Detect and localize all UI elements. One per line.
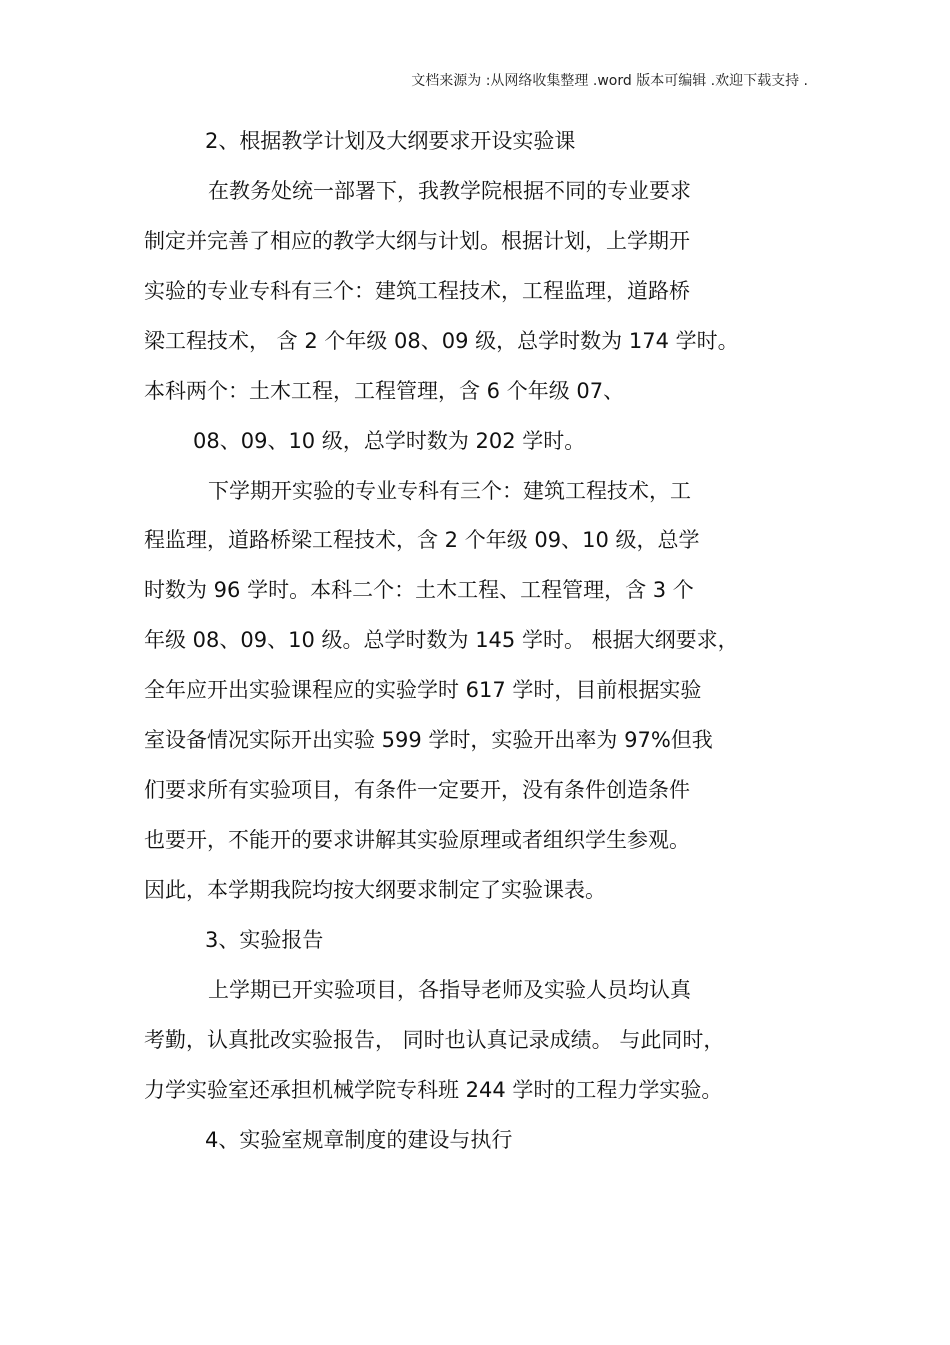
paragraph-line: 因此，本学期我院均按大纲要求制定了实验课表。 <box>144 878 606 902</box>
paragraph-line: 全年应开出实验课程应的实验学时 617 学时，目前根据实验 <box>144 678 702 702</box>
paragraph-line: 梁工程技术， 含 2 个年级 08、09 级，总学时数为 174 学时。 <box>144 329 739 353</box>
section-heading-2: 2、根据教学计划及大纲要求开设实验课 <box>205 129 576 153</box>
paragraph-line: 室设备情况实际开出实验 599 学时，实验开出率为 97%但我 <box>144 728 713 752</box>
paragraph-line: 本科两个：土木工程，工程管理，含 6 个年级 07、 <box>144 379 625 403</box>
paragraph-line: 时数为 96 学时。本科二个：土木工程、工程管理，含 3 个 <box>144 578 694 602</box>
paragraph-line: 考勤，认真批改实验报告， 同时也认真记录成绩。 与此同时， <box>144 1028 725 1052</box>
paragraph-line: 们要求所有实验项目，有条件一定要开，没有条件创造条件 <box>144 778 690 802</box>
paragraph-line: 程监理，道路桥梁工程技术，含 2 个年级 09、10 级，总学 <box>144 528 700 552</box>
paragraph-line: 下学期开实验的专业专科有三个：建筑工程技术，工 <box>208 479 691 503</box>
paragraph-line: 也要开，不能开的要求讲解其实验原理或者组织学生参观。 <box>144 828 690 852</box>
paragraph-line: 制定并完善了相应的教学大纲与计划。根据计划，上学期开 <box>144 229 690 253</box>
paragraph-line: 08、09、10 级，总学时数为 202 学时。 <box>193 429 586 453</box>
header-note: 文档来源为 :从网络收集整理 .word 版本可编辑 .欢迎下载支持 . <box>411 73 808 89</box>
paragraph-line: 上学期已开实验项目，各指导老师及实验人员均认真 <box>208 978 691 1002</box>
paragraph-line: 力学实验室还承担机械学院专科班 244 学时的工程力学实验。 <box>144 1078 723 1102</box>
paragraph-line: 在教务处统一部署下，我教学院根据不同的专业要求 <box>208 179 691 203</box>
section-heading-4: 4、实验室规章制度的建设与执行 <box>205 1128 513 1152</box>
paragraph-line: 实验的专业专科有三个：建筑工程技术，工程监理，道路桥 <box>144 279 690 303</box>
section-heading-3: 3、实验报告 <box>205 928 324 952</box>
paragraph-line: 年级 08、09、10 级。总学时数为 145 学时。 根据大纲要求， <box>144 628 739 652</box>
